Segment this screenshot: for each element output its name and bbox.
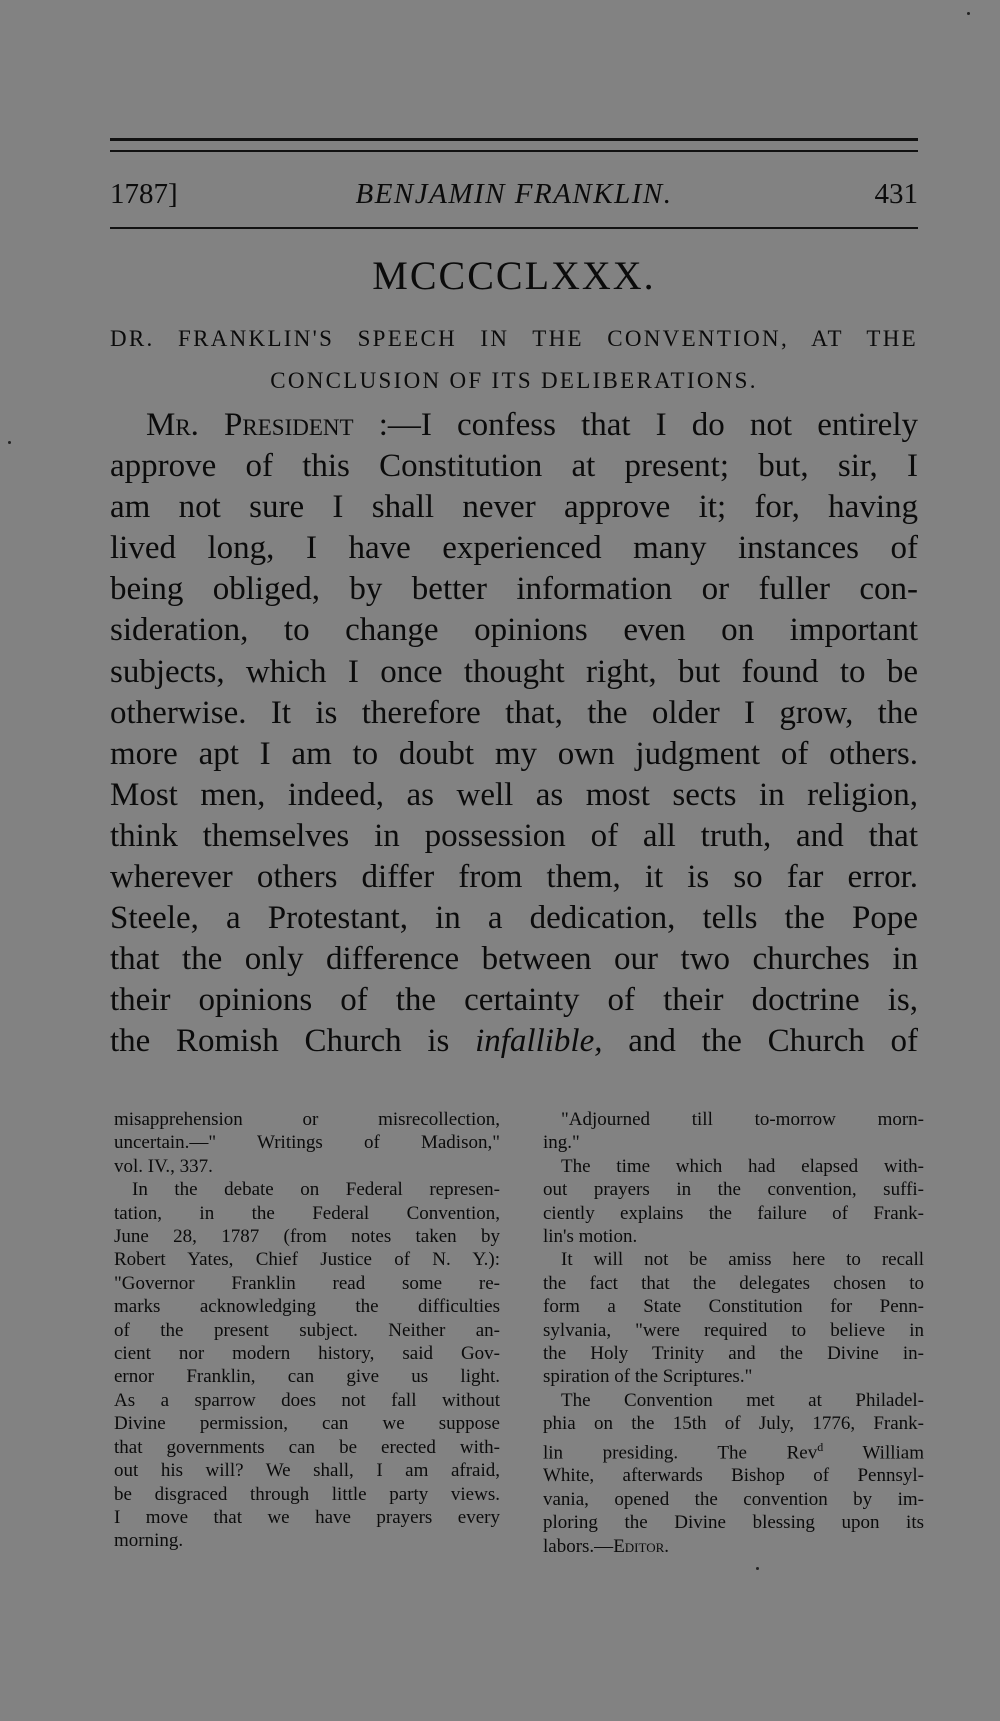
footnote-line: I move that we have prayers every <box>114 1506 500 1528</box>
footnote-line: As a sparrow does not fall without <box>114 1389 500 1411</box>
footnote-line-rev <box>543 1436 924 1465</box>
footnote-line: uncertain.—" Writings of Madison," <box>114 1132 500 1154</box>
body-line: Most men, indeed, as well as most sects in religion, <box>110 776 918 813</box>
page-number: 431 <box>874 178 918 210</box>
speech-heading-line-1: DR. FRANKLIN'S SPEECH IN THE CONVENTION, AT THE <box>110 326 918 351</box>
body-line: subjects, which I once thought right, but found to be <box>110 653 918 690</box>
footnote-text: labors.— <box>543 1535 614 1557</box>
footnote-text: lin presiding. The Rev <box>543 1442 818 1464</box>
footnote-line: White, afterwards Bishop of Pennsyl- <box>543 1465 924 1487</box>
body-line: their opinions of the certainty of their doctrine is, <box>110 982 918 1019</box>
scan-speck <box>967 12 970 15</box>
header-rule <box>110 227 918 229</box>
footnote-line: marks acknowledging the difficulties <box>114 1296 500 1318</box>
footnotes-right-column <box>543 1108 924 1558</box>
footnote-line: vania, opened the convention by im- <box>543 1488 924 1510</box>
body-line: otherwise. It is therefore that, the older I grow, the <box>110 694 918 731</box>
footnote-line: The time which had elapsed with- <box>561 1155 924 1177</box>
footnote-line: Divine permission, can we suppose <box>114 1413 500 1435</box>
footnote-line: ernor Franklin, can give us light. <box>114 1366 500 1388</box>
speech-body <box>110 405 918 1063</box>
footnote-line: vol. IV., 337. <box>114 1155 213 1177</box>
body-line: wherever others differ from them, it is so far error. <box>110 859 918 896</box>
footnote-line: Robert Yates, Chief Justice of N. Y.): <box>114 1249 500 1271</box>
scan-speck <box>8 441 11 444</box>
footnote-line: out prayers in the convention, suffi- <box>543 1179 924 1201</box>
footnote-line: June 28, 1787 (from notes taken by <box>114 1226 500 1248</box>
section-numeral: MCCCCLXXX. <box>372 253 656 298</box>
body-line-text: the Romish Church is <box>110 1023 450 1060</box>
body-line: Steele, a Protestant, in a dedication, tells the Pope <box>110 900 918 937</box>
footnote-line: phia on the 15th of July, 1776, Frank- <box>543 1413 924 1435</box>
body-line-last <box>110 1021 918 1062</box>
footnote-line: In the debate on Federal represen- <box>132 1179 500 1201</box>
scan-speck <box>756 1567 759 1570</box>
footnote-line: the fact that the delegates chosen to <box>543 1272 924 1294</box>
body-line-text: :—I confess that I do not entirely <box>378 407 918 443</box>
footnote-line: form a State Constitution for Penn- <box>543 1296 924 1318</box>
footnote-line: cient nor modern history, said Gov- <box>114 1343 500 1365</box>
footnote-line: ciently explains the failure of Frank- <box>543 1202 924 1224</box>
body-line: sideration, to change opinions even on important <box>110 612 918 649</box>
top-rule <box>110 138 918 141</box>
running-head <box>110 178 918 218</box>
footnote-line: the Holy Trinity and the Divine in- <box>543 1343 924 1365</box>
superscript: d <box>817 1439 824 1454</box>
running-head-year: 1787] <box>110 178 178 210</box>
body-line: approve of this Constitution at present; but, sir, I <box>110 448 918 485</box>
footnote-line: sylvania, "were required to believe in <box>543 1319 924 1341</box>
editor-signature: Editor. <box>613 1535 670 1557</box>
footnote-line: It will not be amiss here to recall <box>561 1249 924 1271</box>
footnote-line: of the present subject. Neither an- <box>114 1319 500 1341</box>
footnote-text: William <box>862 1442 924 1464</box>
body-line: that the only difference between our two churches in <box>110 941 918 978</box>
running-head-title: BENJAMIN FRANKLIN. <box>355 178 673 210</box>
footnote-line: that governments can be erected with- <box>114 1436 500 1458</box>
footnote-line: spiration of the Scriptures." <box>543 1366 753 1388</box>
footnote-line: be disgraced through little party views. <box>114 1483 500 1505</box>
footnote-line: out his will? We shall, I am afraid, <box>114 1460 500 1482</box>
footnote-line: lin's motion. <box>543 1226 638 1248</box>
speech-heading <box>110 318 918 402</box>
body-line: being obliged, by better information or fuller con- <box>110 571 918 608</box>
footnote-line: The Convention met at Philadel- <box>561 1389 924 1411</box>
footnote-line: tation, in the Federal Convention, <box>114 1202 500 1224</box>
salutation: Mr. President <box>146 407 354 443</box>
footnote-line: "Adjourned till to-morrow morn- <box>561 1109 924 1130</box>
body-line: am not sure I shall never approve it; for, having <box>110 489 918 526</box>
footnote-line: ing." <box>543 1132 580 1154</box>
footnote-line: morning. <box>114 1530 184 1552</box>
body-line <box>110 405 918 446</box>
top-rule-inner <box>110 150 918 152</box>
body-line-text: and the Church of <box>628 1023 919 1060</box>
body-line: more apt I am to doubt my own judgment of others. <box>110 735 918 772</box>
footnotes-left-column <box>114 1108 500 1553</box>
footnote-line-signature <box>543 1535 924 1558</box>
footnote-line: ploring the Divine blessing upon its <box>543 1512 924 1534</box>
body-line: think themselves in possession of all truth, and that <box>110 817 918 854</box>
speech-heading-line-2: CONCLUSION OF ITS DELIBERATIONS. <box>270 368 758 393</box>
italic-word: infallible, <box>475 1023 603 1060</box>
body-line: lived long, I have experienced many instances of <box>110 530 918 567</box>
footnote-line: "Governor Franklin read some re- <box>114 1272 500 1294</box>
footnote-line: misapprehension or misrecollection, <box>114 1109 500 1130</box>
